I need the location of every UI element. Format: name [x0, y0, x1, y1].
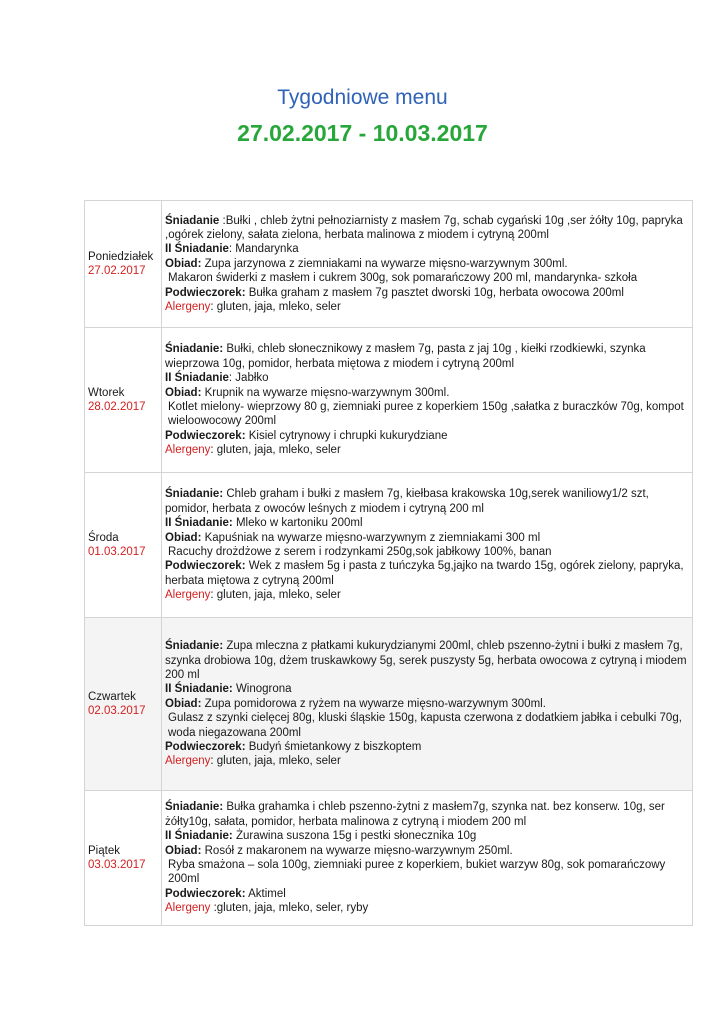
breakfast-line — [165, 214, 688, 243]
allergens-text: :gluten, jaja, mleko, seler, ryby — [210, 902, 369, 915]
day-date: 27.02.2017 — [88, 265, 146, 277]
day-date: 28.02.2017 — [88, 401, 146, 413]
page-title: Tygodniowe menu — [277, 86, 448, 109]
menu-cell — [162, 791, 693, 926]
allergens-line — [165, 754, 688, 768]
breakfast-label: Śniadanie — [165, 214, 220, 227]
allergens-label: Alergeny — [165, 444, 211, 457]
second-breakfast-line — [165, 242, 688, 256]
lunch-line — [165, 697, 688, 711]
allergens-text: : gluten, jaja, mleko, seler — [210, 301, 341, 314]
lunch-line — [165, 531, 688, 545]
lunch-line — [165, 386, 688, 400]
day-name: Piątek — [88, 844, 120, 857]
snack-text: Budyń śmietankowy z biszkoptem — [245, 741, 422, 754]
day-row — [85, 201, 693, 328]
lunch-line — [165, 844, 688, 858]
day-name: Czwartek — [88, 690, 136, 703]
date-range: 27.02.2017 - 10.03.2017 — [237, 120, 488, 146]
breakfast-line — [165, 342, 688, 371]
lunch-text: Rosół z makaronem na wywarze mięsno-warzywnym 250ml. — [201, 844, 513, 857]
second-breakfast-line — [165, 371, 688, 385]
second-breakfast-label: II Śniadanie: — [165, 517, 233, 530]
breakfast-line — [165, 800, 688, 829]
snack-text: Wek z masłem 5g i pasta z tuńczyka 5g,jajko na twardo 15g, ogórek zielony, papryka, herbata miętowa z cytryną 200ml — [165, 560, 684, 587]
snack-line — [165, 429, 688, 443]
snack-label: Podwieczorek: — [165, 286, 246, 299]
lunch-text: Krupnik na wywarze mięsno-warzywnym 300ml. — [201, 386, 450, 399]
day-name: Środa — [88, 531, 119, 544]
lunch-label: Obiad: — [165, 531, 202, 544]
allergens-line — [165, 443, 688, 457]
allergens-text: : gluten, jaja, mleko, seler — [210, 444, 341, 457]
second-breakfast-label: II Śniadanie — [165, 243, 229, 256]
lunch-second-course: Ryba smażona – sola 100g, ziemniaki puree z koperkiem, bukiet warzyw 80g, sok pomarańczowy 200ml — [168, 859, 666, 886]
breakfast-label: Śniadanie: — [165, 640, 224, 653]
second-breakfast-line — [165, 682, 688, 696]
lunch-label: Obiad: — [165, 386, 202, 399]
second-breakfast-text: : Mandarynka — [228, 243, 299, 256]
breakfast-text: Bułki, chleb słonecznikowy z masłem 7g, pasta z jaj 10g , kiełki rzodkiewki, szynka wieprzowa 10g, pomidor, herbata miętowa z miodem i cytryną 200ml — [165, 343, 646, 370]
second-breakfast-text: Winogrona — [232, 683, 292, 696]
second-breakfast-text: : Jabłko — [228, 372, 269, 385]
allergens-label: Alergeny — [165, 755, 211, 768]
breakfast-text: Zupa mleczna z płatkami kukurydzianymi 200ml, chleb pszenno-żytni i bułki z masłem 7g, szynka drobiowa 10g, dżem truskawkowy 5g, serek puszysty 5g, herbata owocowa z cytryną i miodem 200 ml — [165, 640, 687, 681]
snack-line — [165, 887, 688, 901]
lunch-second-course: Makaron świderki z masłem i cukrem 300g, sok pomarańczowy 200 ml, mandarynka- szkoła — [168, 272, 638, 285]
day-row — [85, 473, 693, 618]
allergens-text: : gluten, jaja, mleko, seler — [210, 755, 341, 768]
lunch-second-course: Racuchy drożdżowe z serem i rodzynkami 250g,sok jabłkowy 100%, banan — [168, 546, 552, 558]
snack-line — [165, 286, 688, 300]
breakfast-label: Śniadanie: — [165, 343, 224, 356]
breakfast-line — [165, 639, 688, 682]
lunch-second-course: Gulasz z szynki cielęcej 80g, kluski śląskie 150g, kapusta czerwona z dodatkiem jabłka i cebulki 70g, woda niegazowana 200ml — [168, 712, 682, 739]
second-breakfast-text: Żurawina suszona 15g i pestki słonecznika 10g — [232, 830, 477, 843]
snack-label: Podwieczorek: — [165, 741, 246, 754]
snack-label: Podwieczorek: — [165, 429, 246, 442]
weekly-menu-table — [84, 200, 693, 926]
day-name: Wtorek — [88, 386, 125, 399]
menu-cell — [162, 328, 693, 473]
day-name: Poniedziałek — [88, 250, 154, 263]
second-breakfast-line — [165, 829, 688, 843]
breakfast-text: Chleb graham i bułki z masłem 7g, kiełbasa krakowska 10g,serek waniliowy1/2 szt, pomidor, herbata z owoców leśnych z miodem i cytryną 200 ml — [165, 488, 649, 515]
lunch-text: Zupa jarzynowa z ziemniakami na wywarze mięsno-warzywnym 300ml. — [201, 257, 568, 270]
snack-line — [165, 740, 688, 754]
day-cell — [85, 473, 162, 618]
second-breakfast-label: II Śniadanie: — [165, 830, 233, 843]
menu-cell — [162, 473, 693, 618]
breakfast-label: Śniadanie: — [165, 801, 224, 814]
breakfast-label: Śniadanie: — [165, 488, 224, 501]
lunch-second-course: Kotlet mielony- wieprzowy 80 g, ziemniaki puree z koperkiem 150g ,sałatka z buraczków 70g, kompot wieloowocowy 200ml — [168, 401, 684, 428]
menu-cell — [162, 201, 693, 328]
breakfast-text: Bułka grahamka i chleb pszenno-żytni z masłem7g, szynka nat. bez konserw. 10g, ser żółty10g, sałata, pomidor, herbata malinowa z cytryną i miodem 200 ml — [165, 801, 665, 828]
menu-cell — [162, 618, 693, 791]
second-breakfast-line — [165, 516, 688, 530]
day-date: 02.03.2017 — [88, 705, 146, 717]
breakfast-text: :Bułki , chleb żytni pełnoziarnisty z masłem 7g, schab cygański 10g ,ser żółty 10g, papryka ,ogórek zielony, sałata zielona, herbata malinowa z miodem i cytryną 200ml — [165, 214, 683, 241]
allergens-line — [165, 300, 688, 314]
snack-line — [165, 559, 688, 588]
snack-text: Aktimel — [245, 887, 286, 900]
day-row — [85, 791, 693, 926]
day-row — [85, 328, 693, 473]
allergens-label: Alergeny — [165, 902, 211, 915]
snack-label: Podwieczorek: — [165, 560, 246, 573]
day-cell — [85, 618, 162, 791]
day-cell — [85, 201, 162, 328]
allergens-label: Alergeny — [165, 301, 211, 314]
day-cell — [85, 791, 162, 926]
snack-text: Bułka graham z masłem 7g pasztet dworski 10g, herbata owocowa 200ml — [245, 286, 624, 299]
second-breakfast-label: II Śniadanie — [165, 372, 229, 385]
day-date: 03.03.2017 — [88, 859, 146, 871]
allergens-line — [165, 588, 688, 602]
lunch-text: Kapuśniak na wywarze mięsno-warzywnym z ziemniakami 300 ml — [201, 531, 541, 544]
lunch-label: Obiad: — [165, 697, 202, 710]
lunch-line — [165, 257, 688, 271]
lunch-label: Obiad: — [165, 844, 202, 857]
lunch-label: Obiad: — [165, 257, 202, 270]
day-row — [85, 618, 693, 791]
snack-label: Podwieczorek: — [165, 887, 246, 900]
second-breakfast-text: Mleko w kartoniku 200ml — [232, 517, 363, 530]
day-cell — [85, 328, 162, 473]
lunch-text: Zupa pomidorowa z ryżem na wywarze mięsno-warzywnym 300ml. — [201, 697, 546, 710]
allergens-line — [165, 901, 688, 915]
allergens-label: Alergeny — [165, 589, 211, 602]
day-date: 01.03.2017 — [88, 546, 146, 558]
second-breakfast-label: II Śniadanie: — [165, 683, 233, 696]
breakfast-line — [165, 487, 688, 516]
snack-text: Kisiel cytrynowy i chrupki kukurydziane — [245, 429, 448, 442]
allergens-text: : gluten, jaja, mleko, seler — [210, 589, 341, 602]
